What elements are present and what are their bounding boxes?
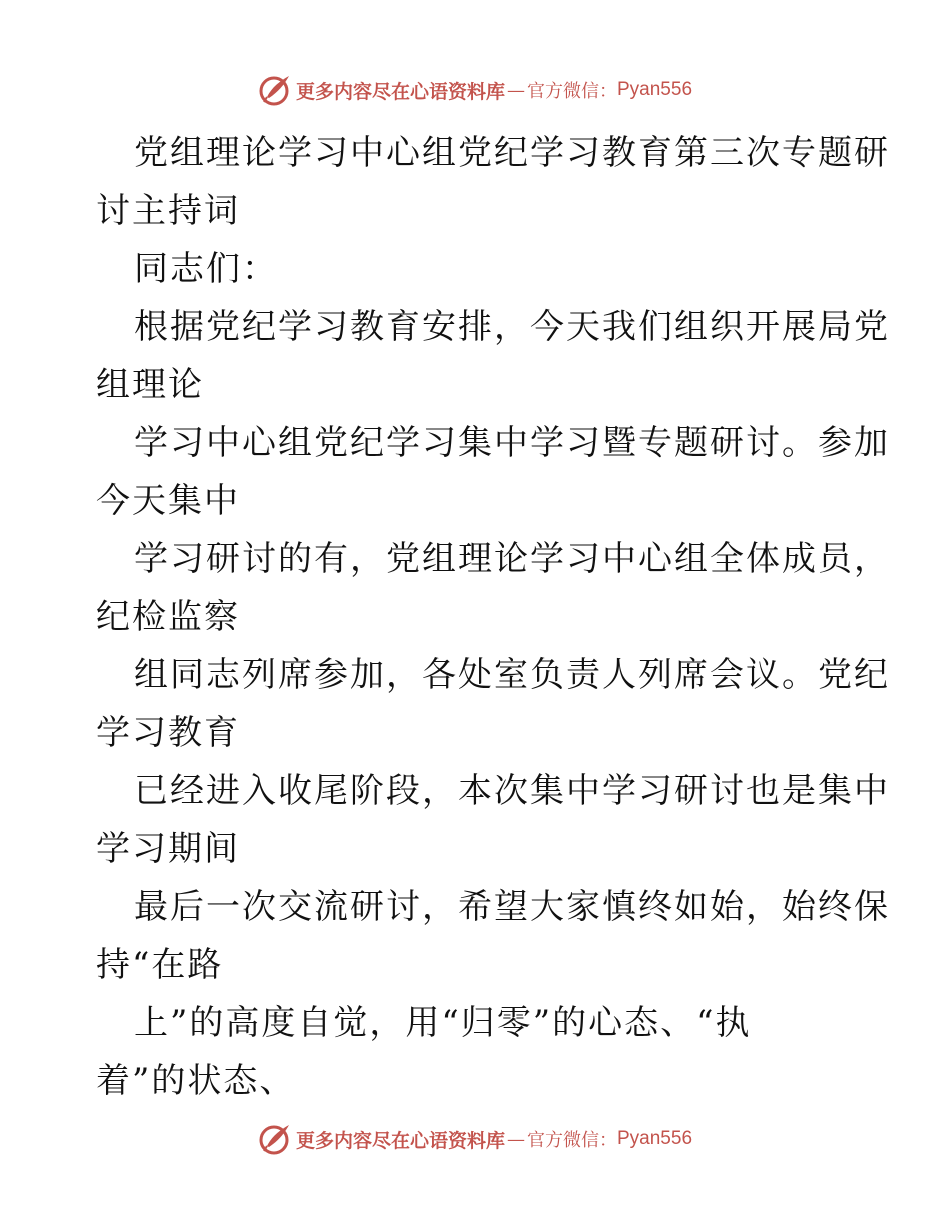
document-body xyxy=(96,124,890,1110)
quill-pen-logo-icon xyxy=(258,1122,292,1156)
text-line: 根据党纪学习教育安排，今天我们组织开展局党 xyxy=(134,307,890,347)
text-line: 着”的状态、 xyxy=(96,1061,296,1101)
text-line: 最后一次交流研讨，希望大家慎终如始，始终保 xyxy=(134,887,890,927)
banner-wechat-label: 官方微信： xyxy=(527,1130,617,1151)
text-line: 学习中心组党纪学习集中学习暨专题研讨。参加 xyxy=(134,423,890,463)
banner-dash: — xyxy=(507,1128,525,1150)
quill-pen-logo-icon xyxy=(258,73,292,107)
salutation: 同志们： xyxy=(134,249,278,289)
banner-dash: — xyxy=(507,79,525,101)
header-banner xyxy=(0,70,950,110)
banner-wechat-id: Pyan556 xyxy=(617,79,693,100)
text-line: 学习研讨的有，党组理论学习中心组全体成员， xyxy=(134,539,890,579)
banner-brand-text: 更多内容尽在心语资料库 xyxy=(295,80,505,103)
title-line-1: 党组理论学习中心组党纪学习教育第三次专题研 xyxy=(134,133,890,173)
banner-brand-text: 更多内容尽在心语资料库 xyxy=(295,1129,505,1152)
text-line: 今天集中 xyxy=(96,481,240,521)
title-line-2: 讨主持词 xyxy=(96,191,240,231)
footer-banner xyxy=(0,1119,950,1159)
text-line: 学习期间 xyxy=(96,829,240,869)
text-line: 上”的高度自觉，用“归零”的心态、“执 xyxy=(134,1003,752,1043)
banner-wechat-label: 官方微信： xyxy=(527,81,617,102)
text-line: 纪检监察 xyxy=(96,597,240,637)
text-line: 已经进入收尾阶段，本次集中学习研讨也是集中 xyxy=(134,771,890,811)
text-line: 学习教育 xyxy=(96,713,240,753)
text-line: 组同志列席参加，各处室负责人列席会议。党纪 xyxy=(134,655,890,695)
banner-wechat-id: Pyan556 xyxy=(617,1128,693,1149)
text-line: 组理论 xyxy=(96,365,204,405)
text-line: 持“在路 xyxy=(96,945,224,985)
